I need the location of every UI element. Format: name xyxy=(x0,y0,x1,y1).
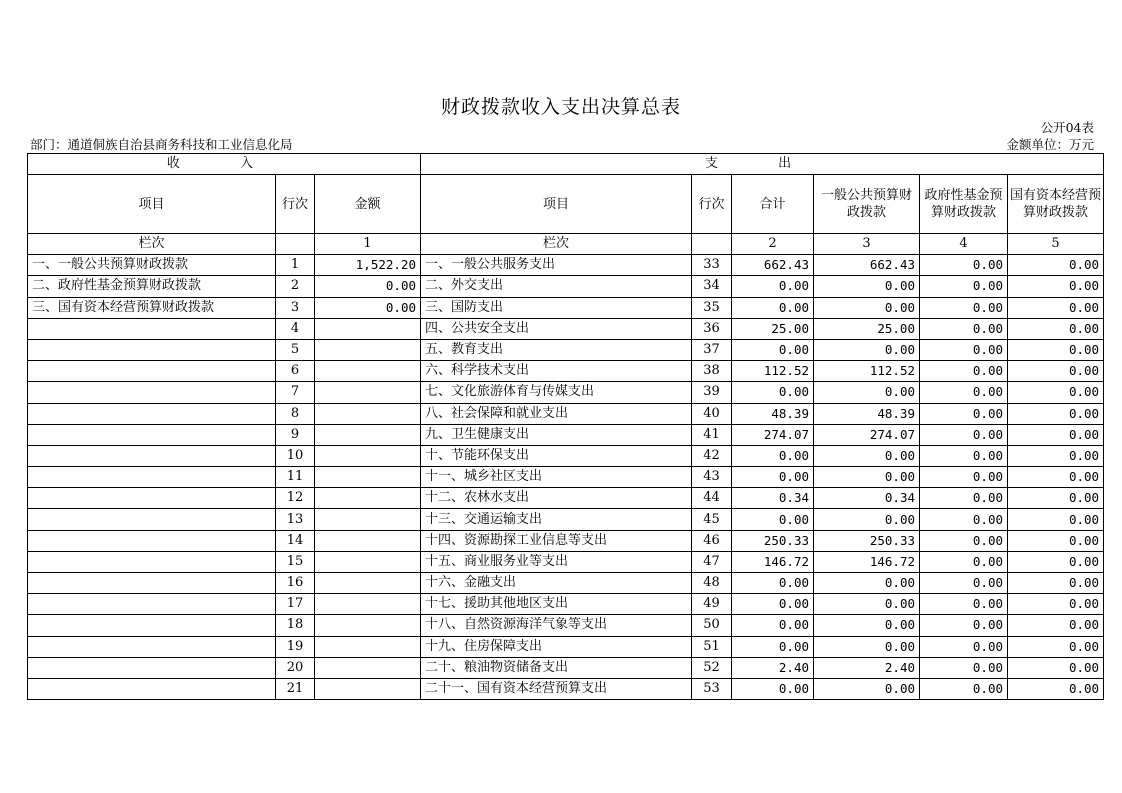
total-amount: 0.00 xyxy=(732,615,814,636)
index-label-right: 栏次 xyxy=(421,234,692,255)
income-amount xyxy=(315,424,421,445)
expense-row-no: 49 xyxy=(692,594,732,615)
income-row-no: 7 xyxy=(276,382,315,403)
general-budget-amount: 0.00 xyxy=(814,297,920,318)
gov-fund-amount: 0.00 xyxy=(920,339,1008,360)
income-row-no: 21 xyxy=(276,678,315,699)
table-row xyxy=(28,255,1104,276)
state-capital-amount: 0.00 xyxy=(1008,636,1104,657)
income-item: 一、一般公共预算财政拨款 xyxy=(28,255,276,276)
income-amount xyxy=(315,339,421,360)
state-capital-amount: 0.00 xyxy=(1008,530,1104,551)
income-row-no: 5 xyxy=(276,339,315,360)
expense-row-no: 34 xyxy=(692,276,732,297)
income-row-no: 8 xyxy=(276,403,315,424)
general-budget-amount: 250.33 xyxy=(814,530,920,551)
expense-row-no: 38 xyxy=(692,361,732,382)
income-item xyxy=(28,657,276,678)
total-amount: 0.00 xyxy=(732,678,814,699)
total-amount: 0.00 xyxy=(732,573,814,594)
total-amount: 0.00 xyxy=(732,339,814,360)
header-expense-item: 项目 xyxy=(421,175,692,234)
income-item xyxy=(28,509,276,530)
income-amount xyxy=(315,467,421,488)
table-row xyxy=(28,551,1104,572)
index-label-left: 栏次 xyxy=(28,234,276,255)
header-income-amount: 金额 xyxy=(315,175,421,234)
general-budget-amount: 0.00 xyxy=(814,339,920,360)
general-budget-amount: 0.00 xyxy=(814,636,920,657)
gov-fund-amount: 0.00 xyxy=(920,657,1008,678)
unit-label: 金额单位：万元 xyxy=(1006,137,1094,152)
income-amount xyxy=(315,657,421,678)
expense-item: 十四、资源勘探工业信息等支出 xyxy=(421,530,692,551)
expense-row-no: 48 xyxy=(692,573,732,594)
index-amount: 1 xyxy=(315,234,421,255)
state-capital-amount: 0.00 xyxy=(1008,551,1104,572)
expense-row-no: 47 xyxy=(692,551,732,572)
income-item xyxy=(28,382,276,403)
total-amount: 25.00 xyxy=(732,318,814,339)
table-row xyxy=(28,678,1104,699)
income-item xyxy=(28,424,276,445)
income-section-header: 收 入 xyxy=(28,154,421,175)
income-item xyxy=(28,361,276,382)
income-row-no: 4 xyxy=(276,318,315,339)
general-budget-amount: 0.00 xyxy=(814,276,920,297)
income-row-no: 13 xyxy=(276,509,315,530)
income-amount: 0.00 xyxy=(315,297,421,318)
state-capital-amount: 0.00 xyxy=(1008,467,1104,488)
income-item: 二、政府性基金预算财政拨款 xyxy=(28,276,276,297)
income-amount: 0.00 xyxy=(315,276,421,297)
expense-row-no: 42 xyxy=(692,445,732,466)
table-row xyxy=(28,276,1104,297)
general-budget-amount: 146.72 xyxy=(814,551,920,572)
income-amount xyxy=(315,361,421,382)
expense-item: 十八、自然资源海洋气象等支出 xyxy=(421,615,692,636)
header-state-capital: 国有资本经营预算财政拨款 xyxy=(1008,175,1104,234)
general-budget-amount: 2.40 xyxy=(814,657,920,678)
general-budget-amount: 48.39 xyxy=(814,403,920,424)
income-amount xyxy=(315,678,421,699)
expense-row-no: 36 xyxy=(692,318,732,339)
income-item xyxy=(28,445,276,466)
general-budget-amount: 25.00 xyxy=(814,318,920,339)
expense-item: 二十一、国有资本经营预算支出 xyxy=(421,678,692,699)
income-row-no: 11 xyxy=(276,467,315,488)
department-label: 部门：通道侗族自治县商务科技和工业信息化局 xyxy=(30,137,293,152)
section-header-row xyxy=(28,154,1104,175)
gov-fund-amount: 0.00 xyxy=(920,382,1008,403)
income-row-no: 17 xyxy=(276,594,315,615)
income-item: 三、国有资本经营预算财政拨款 xyxy=(28,297,276,318)
expense-item: 十七、援助其他地区支出 xyxy=(421,594,692,615)
total-amount: 0.00 xyxy=(732,445,814,466)
expense-row-no: 35 xyxy=(692,297,732,318)
income-item xyxy=(28,488,276,509)
expense-item: 九、卫生健康支出 xyxy=(421,424,692,445)
expense-item: 十三、交通运输支出 xyxy=(421,509,692,530)
income-item xyxy=(28,573,276,594)
income-item xyxy=(28,615,276,636)
table-row xyxy=(28,657,1104,678)
table-row xyxy=(28,636,1104,657)
general-budget-amount: 0.00 xyxy=(814,509,920,530)
income-row-no: 2 xyxy=(276,276,315,297)
income-item xyxy=(28,678,276,699)
header-income-row-no: 行次 xyxy=(276,175,315,234)
income-row-no: 19 xyxy=(276,636,315,657)
header-general-budget: 一般公共预算财政拨款 xyxy=(814,175,920,234)
general-budget-amount: 0.34 xyxy=(814,488,920,509)
header-gov-fund: 政府性基金预算财政拨款 xyxy=(920,175,1008,234)
income-amount: 1,522.20 xyxy=(315,255,421,276)
expense-row-no: 33 xyxy=(692,255,732,276)
gov-fund-amount: 0.00 xyxy=(920,551,1008,572)
income-amount xyxy=(315,382,421,403)
state-capital-amount: 0.00 xyxy=(1008,488,1104,509)
gov-fund-amount: 0.00 xyxy=(920,297,1008,318)
total-amount: 0.34 xyxy=(732,488,814,509)
income-item xyxy=(28,636,276,657)
expense-item: 七、文化旅游体育与传媒支出 xyxy=(421,382,692,403)
index-empty-right xyxy=(692,234,732,255)
income-row-no: 15 xyxy=(276,551,315,572)
total-amount: 274.07 xyxy=(732,424,814,445)
gov-fund-amount: 0.00 xyxy=(920,488,1008,509)
column-header-row xyxy=(28,175,1104,234)
state-capital-amount: 0.00 xyxy=(1008,445,1104,466)
income-item xyxy=(28,318,276,339)
income-row-no: 16 xyxy=(276,573,315,594)
gov-fund-amount: 0.00 xyxy=(920,445,1008,466)
general-budget-amount: 662.43 xyxy=(814,255,920,276)
column-index-row xyxy=(28,234,1104,255)
state-capital-amount: 0.00 xyxy=(1008,255,1104,276)
gov-fund-amount: 0.00 xyxy=(920,318,1008,339)
income-row-no: 10 xyxy=(276,445,315,466)
expense-row-no: 53 xyxy=(692,678,732,699)
income-item xyxy=(28,467,276,488)
expense-row-no: 43 xyxy=(692,467,732,488)
income-row-no: 1 xyxy=(276,255,315,276)
general-budget-amount: 0.00 xyxy=(814,467,920,488)
expense-item: 八、社会保障和就业支出 xyxy=(421,403,692,424)
expense-row-no: 50 xyxy=(692,615,732,636)
gov-fund-amount: 0.00 xyxy=(920,573,1008,594)
table-row xyxy=(28,318,1104,339)
income-item xyxy=(28,403,276,424)
table-row xyxy=(28,488,1104,509)
header-income-item: 项目 xyxy=(28,175,276,234)
income-row-no: 9 xyxy=(276,424,315,445)
form-number: 公开04表 xyxy=(1040,120,1094,135)
table-row xyxy=(28,467,1104,488)
general-budget-amount: 0.00 xyxy=(814,615,920,636)
index-general: 3 xyxy=(814,234,920,255)
expense-item: 五、教育支出 xyxy=(421,339,692,360)
income-row-no: 3 xyxy=(276,297,315,318)
index-empty-left xyxy=(276,234,315,255)
general-budget-amount: 0.00 xyxy=(814,445,920,466)
total-amount: 2.40 xyxy=(732,657,814,678)
budget-table xyxy=(27,153,1104,700)
expense-row-no: 46 xyxy=(692,530,732,551)
income-amount xyxy=(315,551,421,572)
state-capital-amount: 0.00 xyxy=(1008,573,1104,594)
gov-fund-amount: 0.00 xyxy=(920,255,1008,276)
income-row-no: 6 xyxy=(276,361,315,382)
income-amount xyxy=(315,615,421,636)
expense-item: 十六、金融支出 xyxy=(421,573,692,594)
table-row xyxy=(28,573,1104,594)
income-item xyxy=(28,551,276,572)
total-amount: 0.00 xyxy=(732,297,814,318)
income-row-no: 18 xyxy=(276,615,315,636)
income-amount xyxy=(315,636,421,657)
income-amount xyxy=(315,488,421,509)
expense-item: 一、一般公共服务支出 xyxy=(421,255,692,276)
header-expense-row-no: 行次 xyxy=(692,175,732,234)
income-row-no: 12 xyxy=(276,488,315,509)
table-row xyxy=(28,594,1104,615)
expense-row-no: 39 xyxy=(692,382,732,403)
total-amount: 146.72 xyxy=(732,551,814,572)
index-state: 5 xyxy=(1008,234,1104,255)
general-budget-amount: 274.07 xyxy=(814,424,920,445)
income-amount xyxy=(315,509,421,530)
table-row xyxy=(28,445,1104,466)
state-capital-amount: 0.00 xyxy=(1008,678,1104,699)
gov-fund-amount: 0.00 xyxy=(920,276,1008,297)
table-row xyxy=(28,615,1104,636)
expense-row-no: 52 xyxy=(692,657,732,678)
total-amount: 0.00 xyxy=(732,276,814,297)
state-capital-amount: 0.00 xyxy=(1008,615,1104,636)
state-capital-amount: 0.00 xyxy=(1008,361,1104,382)
table-row xyxy=(28,530,1104,551)
gov-fund-amount: 0.00 xyxy=(920,530,1008,551)
index-total: 2 xyxy=(732,234,814,255)
state-capital-amount: 0.00 xyxy=(1008,657,1104,678)
income-amount xyxy=(315,530,421,551)
expense-item: 六、科学技术支出 xyxy=(421,361,692,382)
general-budget-amount: 0.00 xyxy=(814,573,920,594)
income-item xyxy=(28,594,276,615)
total-amount: 0.00 xyxy=(732,467,814,488)
general-budget-amount: 0.00 xyxy=(814,382,920,403)
table-row xyxy=(28,509,1104,530)
state-capital-amount: 0.00 xyxy=(1008,276,1104,297)
state-capital-amount: 0.00 xyxy=(1008,424,1104,445)
income-item xyxy=(28,530,276,551)
gov-fund-amount: 0.00 xyxy=(920,467,1008,488)
expense-row-no: 45 xyxy=(692,509,732,530)
state-capital-amount: 0.00 xyxy=(1008,318,1104,339)
expense-row-no: 40 xyxy=(692,403,732,424)
total-amount: 48.39 xyxy=(732,403,814,424)
total-amount: 0.00 xyxy=(732,382,814,403)
income-row-no: 14 xyxy=(276,530,315,551)
expense-item: 四、公共安全支出 xyxy=(421,318,692,339)
general-budget-amount: 0.00 xyxy=(814,594,920,615)
income-item xyxy=(28,339,276,360)
expense-item: 十、节能环保支出 xyxy=(421,445,692,466)
income-amount xyxy=(315,573,421,594)
header-total: 合计 xyxy=(732,175,814,234)
table-row xyxy=(28,403,1104,424)
expense-row-no: 51 xyxy=(692,636,732,657)
gov-fund-amount: 0.00 xyxy=(920,636,1008,657)
gov-fund-amount: 0.00 xyxy=(920,361,1008,382)
total-amount: 112.52 xyxy=(732,361,814,382)
gov-fund-amount: 0.00 xyxy=(920,615,1008,636)
income-amount xyxy=(315,445,421,466)
general-budget-amount: 0.00 xyxy=(814,678,920,699)
total-amount: 0.00 xyxy=(732,509,814,530)
state-capital-amount: 0.00 xyxy=(1008,403,1104,424)
expense-item: 十九、住房保障支出 xyxy=(421,636,692,657)
total-amount: 662.43 xyxy=(732,255,814,276)
income-amount xyxy=(315,594,421,615)
expense-row-no: 37 xyxy=(692,339,732,360)
expense-item: 二十、粮油物资储备支出 xyxy=(421,657,692,678)
expense-item: 十二、农林水支出 xyxy=(421,488,692,509)
table-row xyxy=(28,339,1104,360)
expense-item: 二、外交支出 xyxy=(421,276,692,297)
expense-item: 十一、城乡社区支出 xyxy=(421,467,692,488)
table-row xyxy=(28,297,1104,318)
income-amount xyxy=(315,318,421,339)
index-fund: 4 xyxy=(920,234,1008,255)
expense-item: 三、国防支出 xyxy=(421,297,692,318)
state-capital-amount: 0.00 xyxy=(1008,382,1104,403)
total-amount: 0.00 xyxy=(732,636,814,657)
expense-row-no: 44 xyxy=(692,488,732,509)
expense-section-header: 支 出 xyxy=(421,154,1104,175)
table-row xyxy=(28,361,1104,382)
table-row xyxy=(28,424,1104,445)
expense-item: 十五、商业服务业等支出 xyxy=(421,551,692,572)
expense-row-no: 41 xyxy=(692,424,732,445)
income-row-no: 20 xyxy=(276,657,315,678)
gov-fund-amount: 0.00 xyxy=(920,424,1008,445)
state-capital-amount: 0.00 xyxy=(1008,297,1104,318)
general-budget-amount: 112.52 xyxy=(814,361,920,382)
state-capital-amount: 0.00 xyxy=(1008,594,1104,615)
total-amount: 0.00 xyxy=(732,594,814,615)
income-amount xyxy=(315,403,421,424)
state-capital-amount: 0.00 xyxy=(1008,509,1104,530)
total-amount: 250.33 xyxy=(732,530,814,551)
state-capital-amount: 0.00 xyxy=(1008,339,1104,360)
table-row xyxy=(28,382,1104,403)
gov-fund-amount: 0.00 xyxy=(920,403,1008,424)
gov-fund-amount: 0.00 xyxy=(920,594,1008,615)
gov-fund-amount: 0.00 xyxy=(920,509,1008,530)
page-title: 财政拨款收入支出决算总表 xyxy=(440,96,681,118)
gov-fund-amount: 0.00 xyxy=(920,678,1008,699)
